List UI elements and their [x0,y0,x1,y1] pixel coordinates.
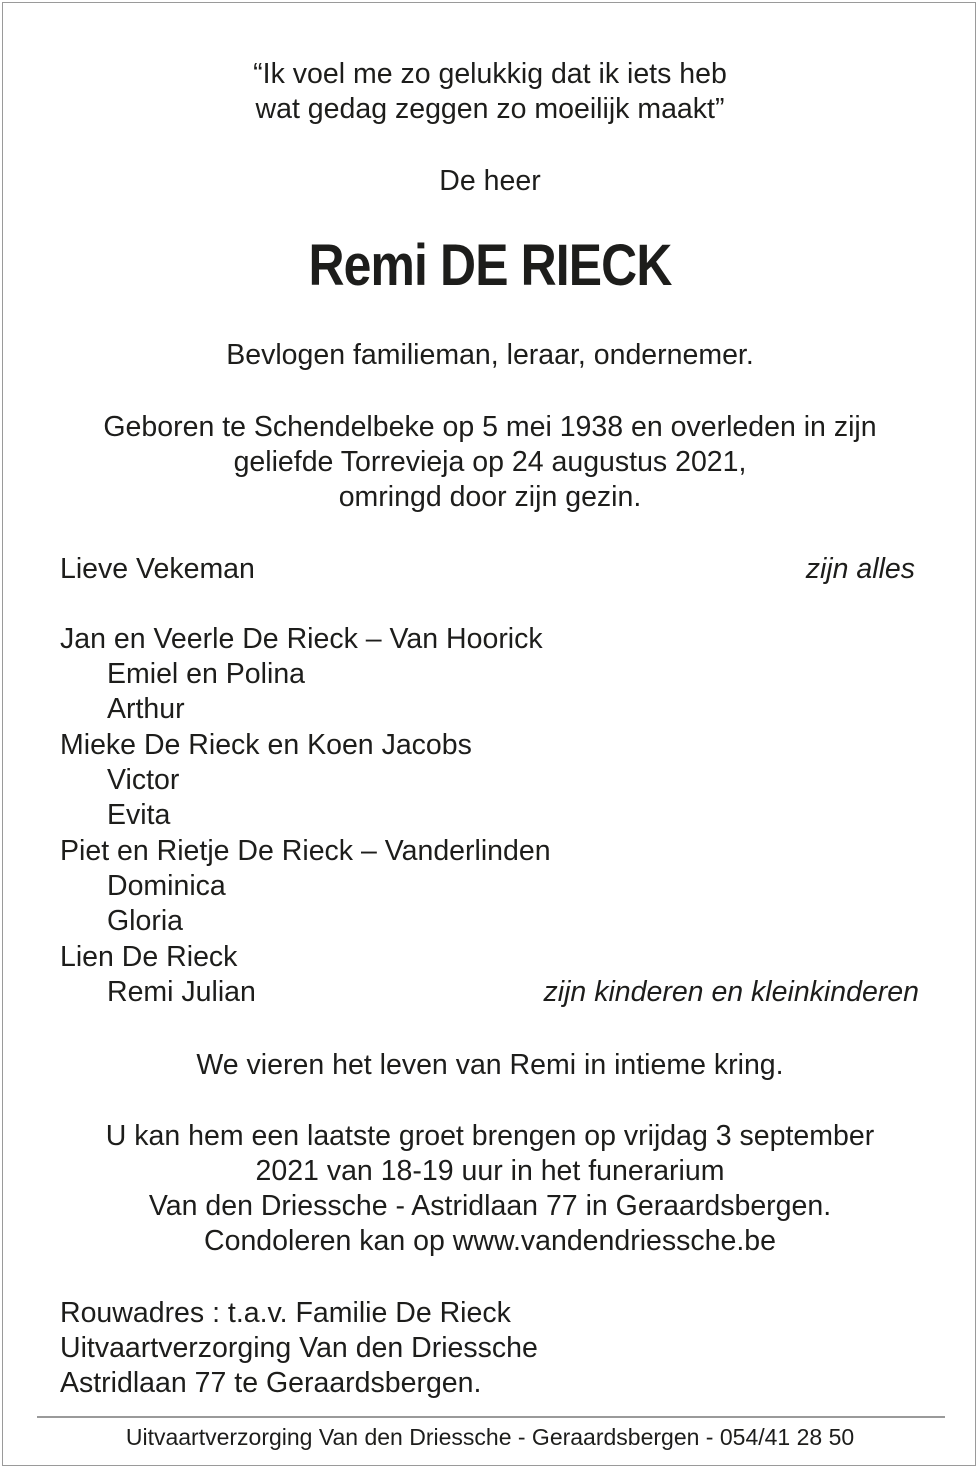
family-member: Emiel en Polina [107,658,306,690]
address-line-3: Astridlaan 77 te Geraardsbergen. [60,1367,482,1399]
deceased-name: Remi DE RIECK [308,233,672,298]
description: Bevlogen familieman, leraar, ondernemer. [226,339,754,371]
birth-death-line-3: omringd door zijn gezin. [338,481,642,513]
footer-text: Uitvaartverzorging Van den Driessche - Geraardsbergen - 054/41 28 50 [125,1424,855,1450]
visitation-line-1: U kan hem een laatste groet brengen op vrijdag 3 september [105,1120,875,1152]
family-relation: zijn kinderen en kleinkinderen [543,976,919,1008]
spouse-relation: zijn alles [805,553,915,585]
family-member: Jan en Veerle De Rieck – Van Hoorick [60,623,543,655]
visitation-line-3: Van den Driessche - Astridlaan 77 in Geraardsbergen. [148,1190,832,1222]
family-member: Dominica [107,870,226,902]
family-member: Arthur [107,693,185,725]
footer-divider [37,1416,945,1418]
spouse-name: Lieve Vekeman [60,553,255,585]
family-member: Mieke De Rieck en Koen Jacobs [60,729,472,761]
address-line-2: Uitvaartverzorging Van den Driessche [60,1332,538,1364]
visitation-line-2: 2021 van 18-19 uur in het funerarium [255,1155,725,1187]
family-member: Evita [107,799,171,831]
family-member: Gloria [107,905,184,937]
family-member: Remi Julian [107,976,256,1008]
family-member: Victor [107,764,180,796]
honorific-title: De heer [439,165,541,197]
condolence-line: Condoleren kan op www.vandendriessche.be [204,1225,776,1257]
celebration-text: We vieren het leven van Remi in intieme kring. [196,1049,784,1081]
address-line-1: Rouwadres : t.a.v. Familie De Rieck [60,1297,511,1329]
birth-death-line-1: Geboren te Schendelbeke op 5 mei 1938 en overleden in zijn [103,411,877,443]
quote-line-2: wat gedag zeggen zo moeilijk maakt” [255,93,725,125]
family-member: Lien De Rieck [60,941,238,973]
family-member: Piet en Rietje De Rieck – Vanderlinden [60,835,551,867]
birth-death-line-2: geliefde Torrevieja op 24 augustus 2021, [233,446,747,478]
quote-line-1: “Ik voel me zo gelukkig dat ik iets heb [253,58,727,90]
death-notice [2,2,976,1466]
